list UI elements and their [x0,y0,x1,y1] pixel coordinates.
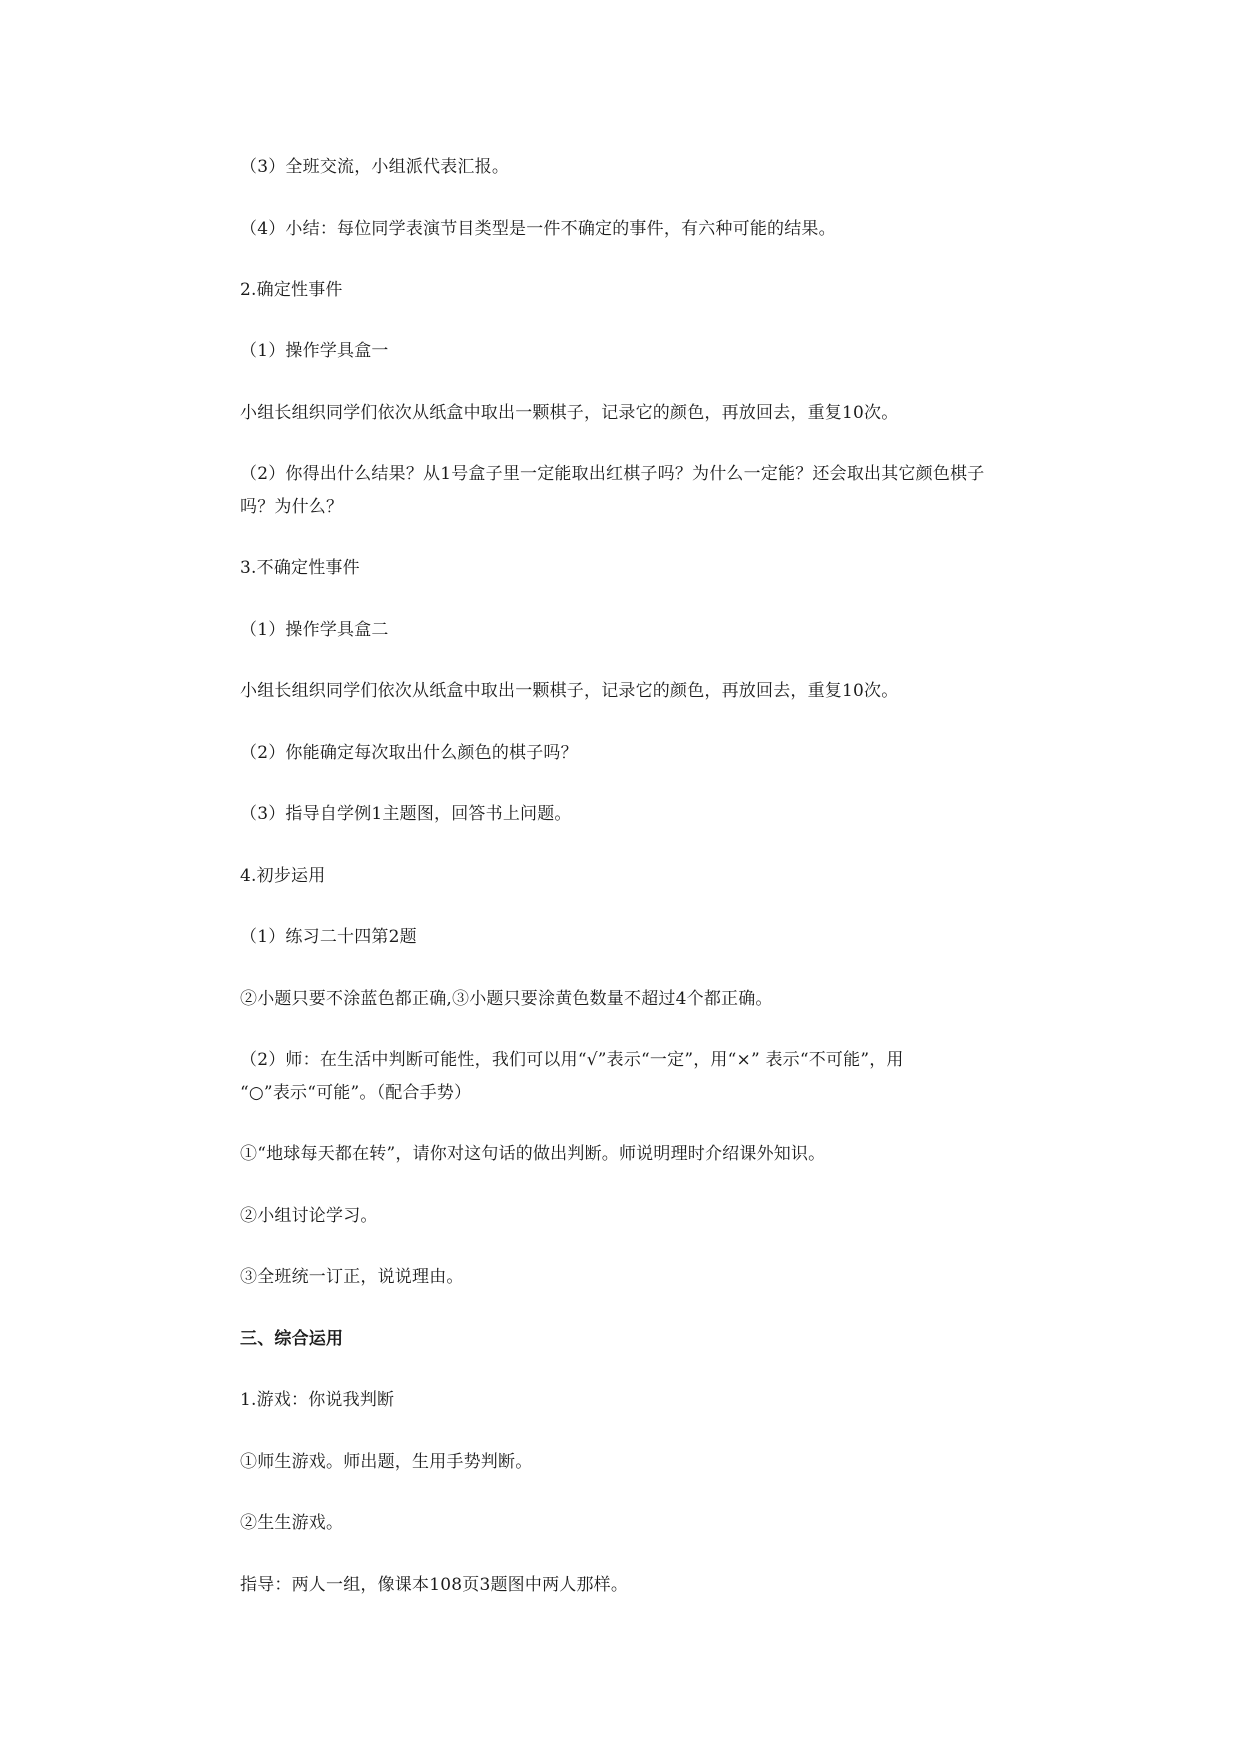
paragraph-line: 小组长组织同学们依次从纸盒中取出一颗棋子，记录它的颜色，再放回去，重复10次。 [240,681,899,701]
paragraph-line: ①“地球每天都在转”，请你对这句话的做出判断。师说明理时介绍课外知识。 [240,1144,826,1164]
section-heading: 4.初步运用 [240,866,326,886]
paragraph-line: “○”表示“可能”。（配合手势） [240,1083,472,1103]
paragraph-line: （3）指导自学例1主题图，回答书上问题。 [240,804,572,824]
chapter-heading: 三、综合运用 [240,1329,344,1349]
paragraph-line: （2）师：在生活中判断可能性，我们可以用“√”表示“一定”，用“×” 表示“不可能”，用 [240,1050,904,1070]
paragraph-line: ②小组讨论学习。 [240,1206,378,1226]
paragraph-line: ①师生游戏。师出题，生用手势判断。 [240,1452,533,1472]
paragraph-line: 小组长组织同学们依次从纸盒中取出一颗棋子，记录它的颜色，再放回去，重复10次。 [240,403,899,423]
paragraph-line: （2）你能确定每次取出什么颜色的棋子吗？ [240,743,578,763]
paragraph-line: （4）小结：每位同学表演节目类型是一件不确定的事件，有六种可能的结果。 [240,219,836,239]
paragraph-line: （1）练习二十四第2题 [240,927,417,947]
paragraph-line: （3）全班交流，小组派代表汇报。 [240,157,510,177]
paragraph-line: 吗？为什么？ [240,497,344,517]
section-heading: 2.确定性事件 [240,280,343,300]
section-heading: 1.游戏：你说我判断 [240,1390,395,1410]
paragraph-line: ③全班统一订正，说说理由。 [240,1267,464,1287]
paragraph-line: ②小题只要不涂蓝色都正确,③小题只要涂黄色数量不超过4个都正确。 [240,989,773,1009]
paragraph-line: （2）你得出什么结果？从1号盒子里一定能取出红棋子吗？为什么一定能？还会取出其它颜色棋子 [240,464,985,484]
paragraph-line: ②生生游戏。 [240,1513,344,1533]
paragraph-line: （1）操作学具盒二 [240,620,389,640]
paragraph-line: （1）操作学具盒一 [240,341,389,361]
section-heading: 3.不确定性事件 [240,558,360,578]
paragraph-line: 指导：两人一组，像课本108页3题图中两人那样。 [240,1575,629,1595]
